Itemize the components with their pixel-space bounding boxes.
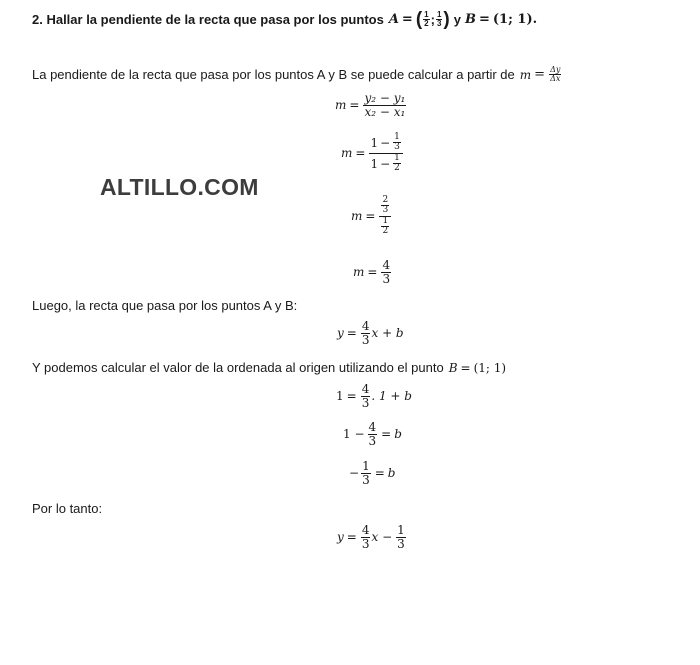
- eq-b1-num: 4: [361, 382, 370, 396]
- eq-b2-den: 3: [368, 433, 377, 448]
- intro-equals: =: [534, 67, 546, 83]
- step2-top-frac: [381, 196, 389, 216]
- ordenada-value: (1; 1): [473, 360, 507, 375]
- step2-bot-num: 1: [382, 215, 389, 226]
- delta-y: Δy: [550, 65, 561, 74]
- line-eq1-den: 3: [361, 332, 370, 347]
- point-b-value: (1; 1).: [492, 12, 538, 27]
- final-num2: 1: [397, 523, 405, 537]
- ordenada-equals: =: [460, 360, 471, 375]
- delta-x: Δx: [550, 74, 561, 84]
- step1-equals: =: [355, 146, 366, 161]
- step2-num: [379, 196, 391, 217]
- luego-text: Luego, la recta que pasa por los puntos A y B:: [32, 298, 298, 313]
- eq-b2-frac: [368, 421, 378, 447]
- ordenada-point: B: [448, 360, 458, 375]
- step1-nf-num: 1: [394, 132, 400, 142]
- point-b-label: B: [464, 12, 476, 27]
- eq-b1-rest: . 1 + b: [371, 389, 412, 404]
- close-paren: ): [443, 9, 450, 30]
- intro-m: m: [519, 67, 532, 82]
- step1-den-one: 1: [370, 156, 379, 171]
- conclusion-text: Por lo tanto:: [32, 501, 103, 516]
- final-frac2: [396, 524, 406, 550]
- equals-sign-b: =: [478, 12, 490, 27]
- eq-b1-left: 1: [336, 389, 344, 404]
- step3-m: m: [353, 265, 365, 280]
- eq-b2-rest: b: [394, 427, 402, 442]
- step1-df-num: 1: [394, 152, 400, 163]
- final-x: x −: [371, 530, 393, 545]
- point-a-x-num: 1: [424, 9, 429, 19]
- slope-m: m: [335, 98, 347, 113]
- step2-frac: [379, 196, 391, 237]
- final-den2: 3: [397, 536, 405, 551]
- eq-b3: [349, 460, 395, 486]
- point-a-x-den: 2: [424, 19, 429, 28]
- line-eq1-rest: x + b: [371, 326, 404, 341]
- eq-b2-left: 1 −: [343, 427, 365, 442]
- eq-b1-den: 3: [361, 395, 370, 410]
- slope-num: y₂ − y₁: [364, 91, 406, 105]
- step1-eq: [341, 133, 404, 174]
- step1-den: [369, 154, 402, 174]
- step2-equals: =: [365, 209, 376, 224]
- eq-b3-equals: =: [374, 466, 385, 481]
- semicolon: ;: [430, 12, 435, 27]
- step1-nf-den: 3: [394, 142, 400, 153]
- step3-num: 4: [382, 258, 391, 272]
- step2-bot-den: 2: [382, 226, 389, 237]
- eq-b1: [336, 383, 412, 409]
- connector: y: [453, 12, 461, 27]
- line-eq1-y: y: [337, 326, 344, 341]
- step1-m: m: [341, 146, 353, 161]
- open-paren: (: [415, 9, 423, 30]
- problem-title: [32, 10, 537, 29]
- point-a-x: [423, 11, 429, 29]
- line-eq1-frac: [361, 320, 371, 346]
- point-a-y-num: 1: [436, 9, 442, 19]
- step2-m: m: [351, 209, 363, 224]
- slope-equals: =: [349, 98, 360, 113]
- step2-den: [379, 217, 391, 237]
- final-frac1: [361, 524, 371, 550]
- step1-num: [369, 133, 402, 154]
- line-eq1-equals: =: [346, 326, 357, 341]
- step3-eq: [353, 259, 392, 285]
- eq-b3-minus: −: [349, 466, 360, 481]
- intro-delta-frac: [549, 66, 561, 84]
- step3-den: 3: [382, 271, 391, 286]
- intro-line: [32, 66, 562, 84]
- eq-b2: [343, 421, 402, 447]
- eq-b3-den: 3: [362, 472, 370, 487]
- eq-b3-frac: [361, 460, 371, 486]
- step1-den-frac: [393, 154, 401, 174]
- eq-b2-num: 4: [368, 420, 377, 434]
- step2-top-den: 3: [382, 205, 389, 216]
- point-a-y: [436, 11, 442, 29]
- ordenada-text: Y podemos calcular el valor de la ordenada al origen utilizando el punto: [32, 360, 444, 375]
- ordenada-line: [32, 360, 506, 375]
- eq-b1-equals: =: [346, 389, 357, 404]
- step3-equals: =: [367, 265, 378, 280]
- final-y: y: [337, 530, 344, 545]
- step3-frac: [381, 259, 391, 285]
- final-den1: 3: [361, 536, 370, 551]
- point-a-y-den: 3: [436, 19, 442, 28]
- step1-df-den: 2: [394, 163, 400, 174]
- final-equals: =: [346, 530, 357, 545]
- line-eq1-num: 4: [361, 319, 370, 333]
- point-a-label: A: [388, 12, 399, 27]
- eq-b2-equals: =: [381, 427, 392, 442]
- step1-num-frac: [393, 133, 401, 153]
- slope-den: x₂ − x₁: [364, 104, 406, 119]
- step1-frac: [369, 133, 402, 174]
- eq-b3-rest: b: [387, 466, 396, 481]
- step2-eq: [351, 196, 392, 237]
- problem-title-text: 2. Hallar la pendiente de la recta que pasa por los puntos: [32, 12, 384, 27]
- slope-frac: [363, 92, 406, 118]
- step1-num-one: 1: [370, 135, 379, 150]
- step2-top-num: 2: [382, 195, 389, 205]
- final-eq: [337, 524, 407, 550]
- step2-bot-frac: [381, 217, 389, 237]
- step1-num-minus: −: [380, 135, 391, 150]
- final-num1: 4: [361, 523, 370, 537]
- line-eq1: [337, 320, 404, 346]
- altillo-logo: ALTILLO.COM: [100, 174, 259, 200]
- equals-sign: =: [401, 12, 413, 27]
- intro-text: La pendiente de la recta que pasa por los puntos A y B se puede calcular a partir de: [32, 67, 515, 83]
- eq-b3-num: 1: [362, 459, 370, 473]
- slope-formula: [335, 92, 407, 118]
- eq-b1-frac: [361, 383, 371, 409]
- step1-den-minus: −: [380, 156, 391, 171]
